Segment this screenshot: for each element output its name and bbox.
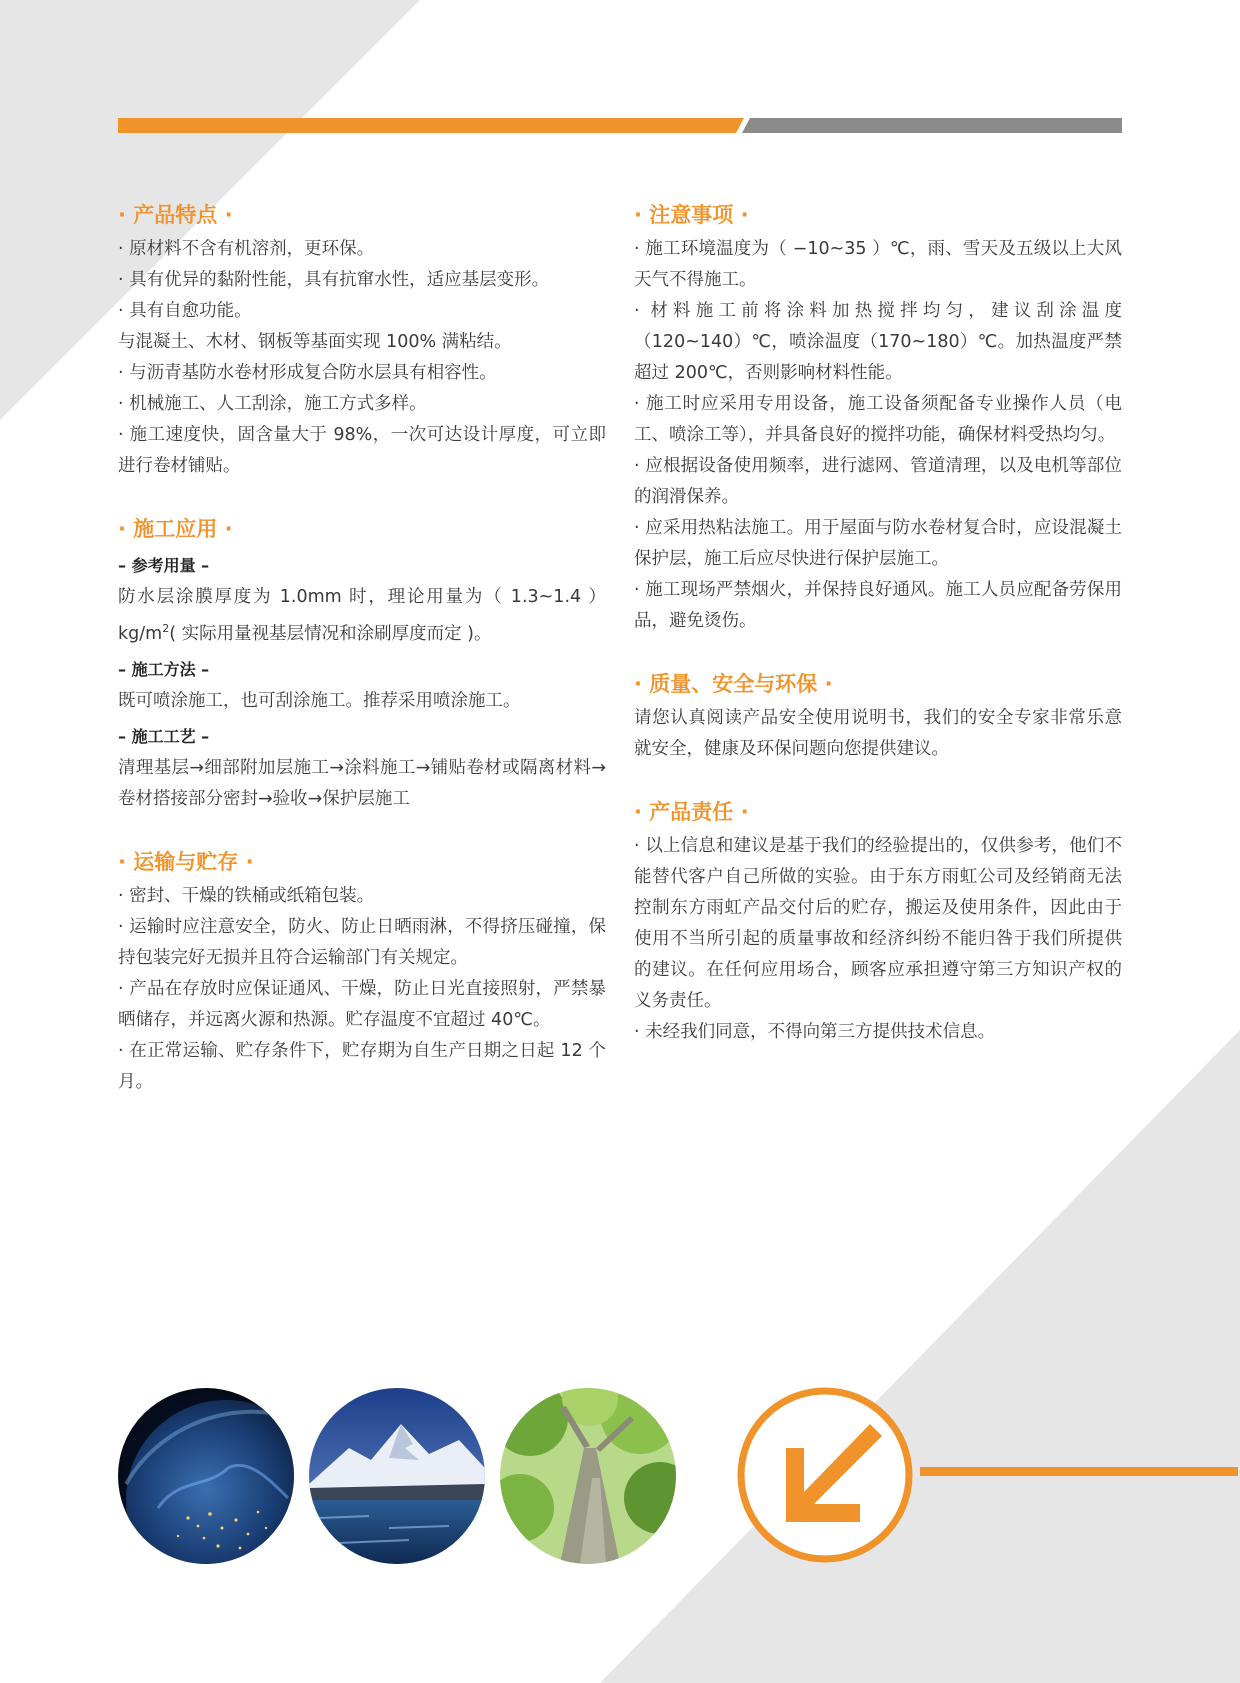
feature-line: 与混凝土、木材、钢板等基面实现 100% 满粘结。 (118, 332, 512, 352)
section-title-notes: · 注意事项 · (634, 203, 749, 227)
process-text: 清理基层→细部附加层施工→涂料施工→铺贴卷材或隔离材料→卷材搭接部分密封→验收→保护层施工 (118, 757, 606, 809)
header-bar (118, 118, 1122, 133)
section-notes (634, 198, 1122, 637)
section-liability (634, 795, 1122, 1048)
usage-text (118, 582, 606, 650)
liability-line: · 未经我们同意，不得向第三方提供技术信息。 (634, 1022, 996, 1042)
section-features (118, 198, 606, 482)
feature-line: · 与沥青基防水卷材形成复合防水层具有相容性。 (118, 363, 497, 383)
header-bar-gray (742, 118, 1122, 133)
mountain-image (309, 1388, 485, 1564)
arrow-badge (730, 1380, 920, 1570)
arrow-down-left-icon (730, 1380, 920, 1570)
feature-line: · 具有优异的黏附性能，具有抗窜水性，适应基层变形。 (118, 270, 550, 290)
feature-line: · 机械施工、人工刮涂，施工方式多样。 (118, 394, 427, 414)
section-title-transport: · 运输与贮存 · (118, 849, 254, 874)
section-transport (118, 845, 606, 1098)
usage-text-b: ( 实际用量视基层情况和涂刷厚度而定 )。 (169, 623, 492, 644)
accent-line (920, 1467, 1238, 1476)
section-title-quality: · 质量、安全与环保 · (634, 672, 833, 696)
feature-line: · 施工速度快，固含量大于 98%，一次可达设计厚度，可立即进行卷材铺贴。 (118, 425, 606, 476)
process-subtitle: – 施工工艺 – (118, 726, 210, 746)
method-text: 既可喷涂施工，也可刮涂施工。推荐采用喷涂施工。 (118, 690, 521, 711)
transport-line: · 在正常运输、贮存条件下，贮存期为自生产日期之日起 12 个月。 (118, 1040, 606, 1092)
note-line: · 应采用热粘法施工。用于屋面与防水卷材复合时，应设混凝土保护层，施工后应尽快进行保护层施工。 (634, 518, 1122, 569)
feature-line: · 具有自愈功能。 (118, 301, 252, 321)
quality-text: 请您认真阅读产品安全使用说明书，我们的安全专家非常乐意就安全，健康及环保问题向您提供建议。 (634, 708, 1122, 759)
note-line: · 应根据设备使用频率，进行滤网、管道清理，以及电机等部位的润滑保养。 (634, 456, 1122, 507)
earth-image (118, 1388, 294, 1564)
section-application (118, 512, 606, 815)
section-title-liability: · 产品责任 · (634, 800, 749, 824)
trees-image (500, 1388, 676, 1564)
image-strip (118, 1388, 1238, 1568)
section-quality (634, 667, 1122, 765)
transport-line: · 密封、干燥的铁桶或纸箱包装。 (118, 885, 375, 906)
method-subtitle: – 施工方法 – (118, 659, 210, 679)
usage-superscript: 2 (162, 622, 170, 635)
section-title-application: · 施工应用 · (118, 517, 233, 541)
transport-line: · 产品在存放时应保证通风、干燥，防止日光直接照射，严禁暴晒储存，并远离火源和热源。贮存温度不宜超过 40℃。 (118, 978, 606, 1030)
usage-subtitle: – 参考用量 – (118, 556, 210, 575)
transport-line: · 运输时应注意安全，防火、防止日晒雨淋，不得挤压碰撞，保持包装完好无损并且符合运输部门有关规定。 (118, 916, 606, 968)
usage-text-a: 防水层涂膜厚度为 1.0mm 时，理论用量为（ 1.3~1.4 ）kg/m (118, 587, 606, 644)
left-column (118, 198, 606, 1128)
note-line: · 施工现场严禁烟火，并保持良好通风。施工人员应配备劳保用品，避免烫伤。 (634, 580, 1122, 631)
note-line: · 施工时应采用专用设备，施工设备须配备专业操作人员（电工、喷涂工等），并具备良好的搅拌功能，确保材料受热均匀。 (634, 394, 1122, 445)
note-line: · 材料施工前将涂料加热搅拌均匀，建议刮涂温度（120~140）℃，喷涂温度（170~180）℃。加热温度严禁超过 200℃，否则影响材料性能。 (634, 301, 1122, 383)
note-line: · 施工环境温度为（ −10~35 ）℃，雨、雪天及五级以上大风天气不得施工。 (634, 239, 1122, 290)
bottom-right-triangle (600, 1030, 1240, 1683)
header-bar-orange (118, 118, 744, 133)
right-column (634, 198, 1122, 1078)
feature-line: · 原材料不含有机溶剂，更环保。 (118, 239, 375, 259)
section-title-features: · 产品特点 · (118, 203, 233, 227)
liability-line: · 以上信息和建议是基于我们的经验提出的，仅供参考，他们不能替代客户自己所做的实验。由于东方雨虹公司及经销商无法控制东方雨虹产品交付后的贮存，搬运及使用条件，因此由于使用不当所引起的质量事故和经济纠纷不能归咎于我们所提供的建议。在任何应用场合，顾客应承担遵守第三方知识产权的义务责任。 (634, 836, 1122, 1011)
